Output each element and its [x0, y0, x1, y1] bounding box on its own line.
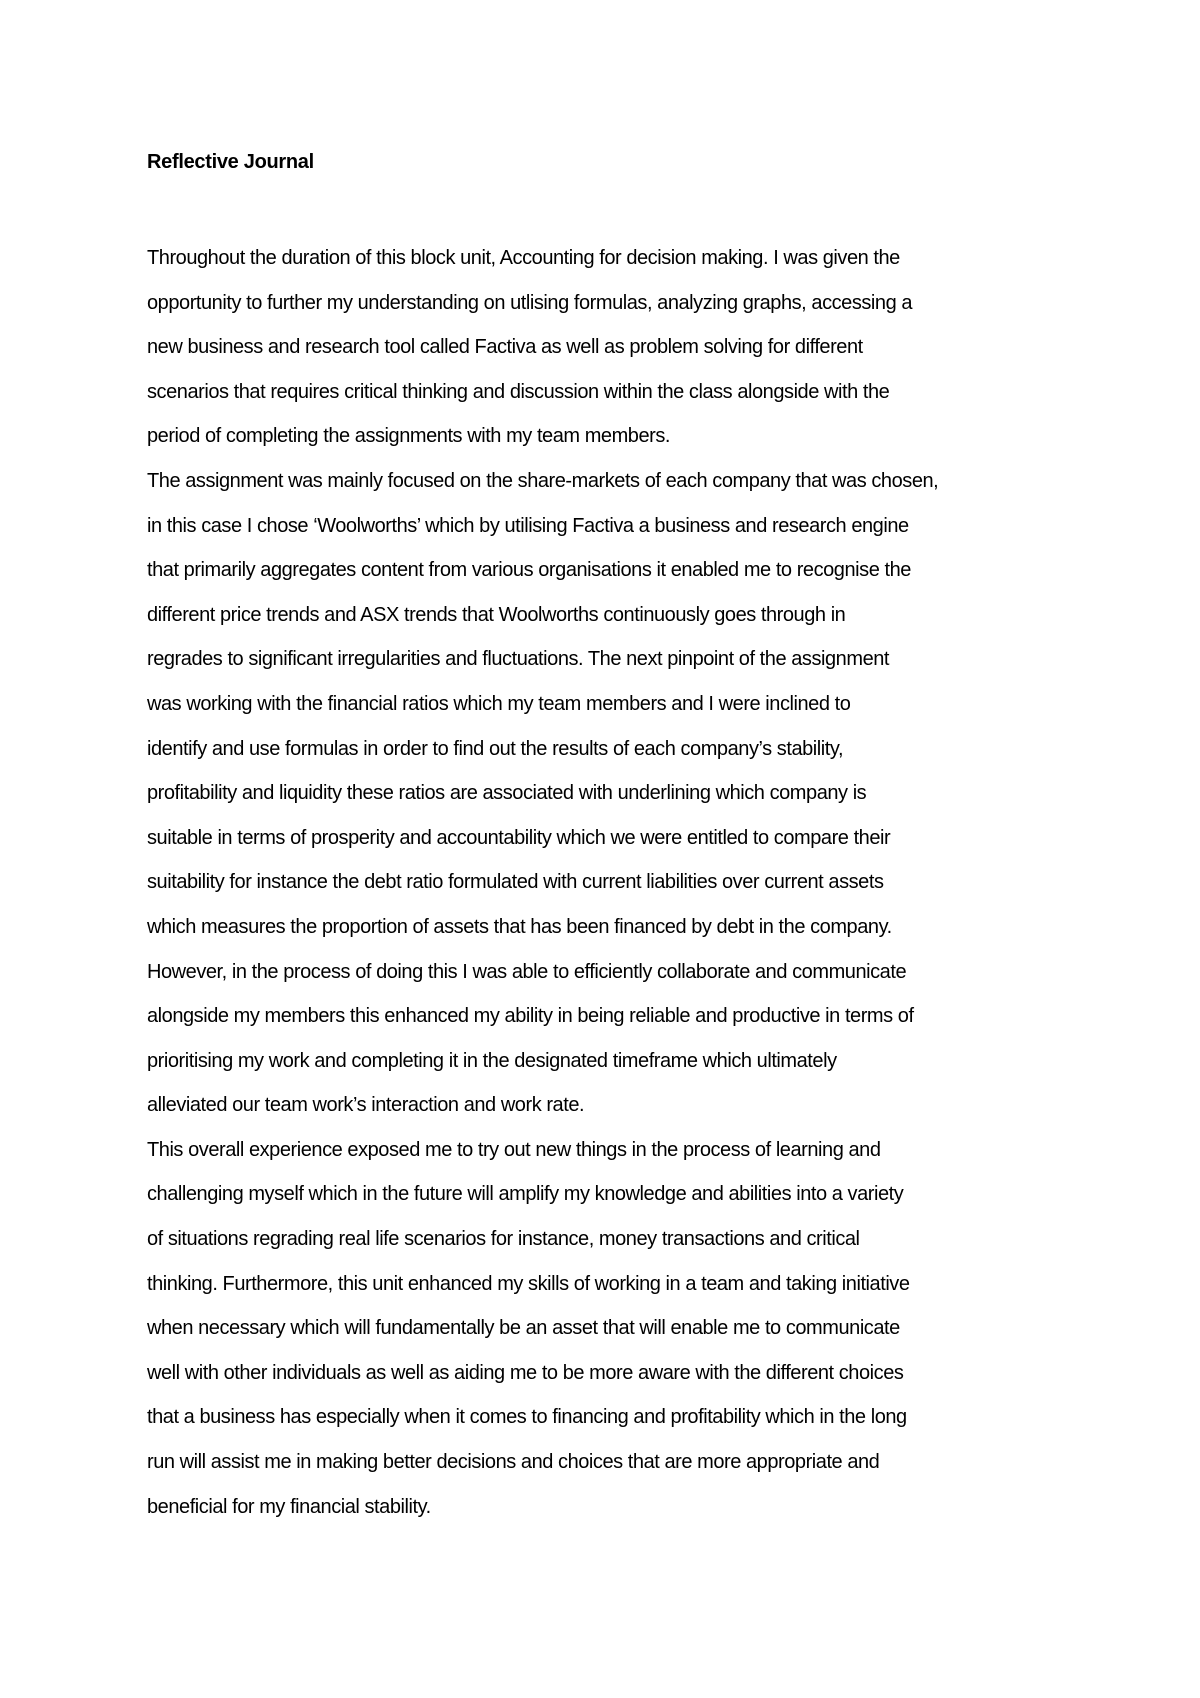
document-body: [147, 148, 1067, 1529]
text-line: prioritising my work and completing it in the designated timeframe which ultimately: [147, 1049, 837, 1072]
text-line: that primarily aggregates content from various organisations it enabled me to recognise the: [147, 559, 911, 582]
text-line: suitable in terms of prosperity and accountability which we were entitled to compare their: [147, 826, 891, 849]
text-line: when necessary which will fundamentally be an asset that will enable me to communicate: [147, 1317, 900, 1340]
text-line: challenging myself which in the future will amplify my knowledge and abilities into a variety: [147, 1183, 904, 1206]
text-line: well with other individuals as well as aiding me to be more aware with the different choices: [147, 1361, 904, 1384]
document-title: Reflective Journal: [147, 151, 314, 173]
text-line: was working with the financial ratios which my team members and I were inclined to: [147, 692, 851, 715]
text-line: regrades to significant irregularities and fluctuations. The next pinpoint of the assignment: [147, 648, 890, 671]
text-line: scenarios that requires critical thinking and discussion within the class alongside with the: [147, 380, 890, 403]
text-line: alleviated our team work’s interaction and work rate.: [147, 1094, 585, 1117]
text-line: run will assist me in making better decisions and choices that are more appropriate and: [147, 1451, 880, 1474]
text-line: Throughout the duration of this block unit, Accounting for decision making. I was given the: [147, 247, 900, 269]
text-line: period of completing the assignments with my team members.: [147, 425, 671, 448]
text-line: of situations regrading real life scenarios for instance, money transactions and critical: [147, 1228, 860, 1251]
text-line: beneficial for my financial stability.: [147, 1495, 431, 1518]
text-line: This overall experience exposed me to try out new things in the process of learning and: [147, 1138, 881, 1161]
text-line: profitability and liquidity these ratios are associated with underlining which company is: [147, 782, 867, 805]
text-line: that a business has especially when it comes to financing and profitability which in the long: [147, 1406, 907, 1429]
journal-text: [147, 236, 1067, 1529]
text-line: different price trends and ASX trends that Woolworths continuously goes through in: [147, 603, 846, 626]
text-line: suitability for instance the debt ratio formulated with current liabilities over current assets: [147, 871, 884, 894]
text-line: However, in the process of doing this I was able to efficiently collaborate and communicate: [147, 960, 907, 983]
text-line: identify and use formulas in order to find out the results of each company’s stability,: [147, 737, 844, 760]
text-line: alongside my members this enhanced my ability in being reliable and productive in terms of: [147, 1005, 914, 1028]
text-line: which measures the proportion of assets that has been financed by debt in the company.: [147, 915, 892, 938]
text-line: thinking. Furthermore, this unit enhanced my skills of working in a team and taking initiative: [147, 1272, 910, 1295]
text-line: in this case I chose ‘Woolworths’ which by utilising Factiva a business and research engine: [147, 514, 909, 537]
text-line: opportunity to further my understanding on utlising formulas, analyzing graphs, accessing a: [147, 291, 913, 314]
text-line: The assignment was mainly focused on the share-markets of each company that was chosen,: [147, 469, 939, 492]
text-line: new business and research tool called Factiva as well as problem solving for different: [147, 336, 863, 359]
